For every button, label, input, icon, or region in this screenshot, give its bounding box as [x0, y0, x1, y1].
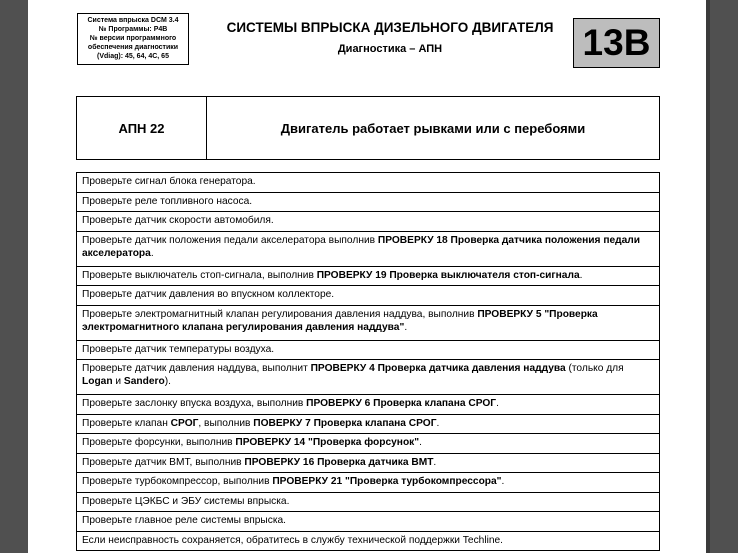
check-row: Проверьте реле топливного насоса.: [77, 193, 659, 213]
check-row: Проверьте электромагнитный клапан регулирования давления наддува, выполнив ПРОВЕРКУ 5 "Проверка электромагнитного клапана регулирования давления наддува".: [77, 306, 659, 341]
info-line: Система впрыска DCM 3.4: [87, 17, 179, 24]
check-row: Если неисправность сохраняется, обратитесь в службу технической поддержки Techline.: [77, 532, 659, 552]
info-line: № Программы: P4B: [98, 26, 168, 33]
check-row: Проверьте клапан СРОГ, выполнив ПОВЕРКУ 7 Проверка клапана СРОГ.: [77, 415, 659, 435]
fault-header: [76, 96, 660, 160]
check-row: Проверьте главное реле системы впрыска.: [77, 512, 659, 532]
check-row: Проверьте датчик скорости автомобиля.: [77, 212, 659, 232]
check-row: Проверьте датчик давления во впускном коллекторе.: [77, 286, 659, 306]
system-info-box: [77, 13, 189, 65]
check-row: Проверьте заслонку впуска воздуха, выполнив ПРОВЕРКУ 6 Проверка клапана СРОГ.: [77, 395, 659, 415]
page-shadow: [706, 0, 710, 553]
check-row: Проверьте датчик положения педали акселератора выполнив ПРОВЕРКУ 18 Проверка датчика положения педали акселератора.: [77, 232, 659, 267]
check-list: [76, 172, 660, 551]
fault-code: АПН 22: [77, 97, 207, 159]
document-title: СИСТЕМЫ ВПРЫСКА ДИЗЕЛЬНОГО ДВИГАТЕЛЯ: [226, 20, 554, 35]
info-line: (Vdiag): 45, 64, 4C, 65: [97, 53, 169, 60]
check-row: Проверьте турбокомпрессор, выполнив ПРОВЕРКУ 21 "Проверка турбокомпрессора".: [77, 473, 659, 493]
info-line: № версии программного: [89, 35, 177, 42]
fault-description: Двигатель работает рывками или с перебоями: [280, 120, 586, 136]
info-line: обеспечения диагностики: [87, 44, 179, 51]
check-row: Проверьте сигнал блока генератора.: [77, 173, 659, 193]
check-row: Проверьте датчик давления наддува, выполнит ПРОВЕРКУ 4 Проверка датчика давления наддува (только для Logan и Sandero).: [77, 360, 659, 395]
check-row: Проверьте датчик ВМТ, выполнив ПРОВЕРКУ 16 Проверка датчика ВМТ.: [77, 454, 659, 474]
check-row: Проверьте выключатель стоп-сигнала, выполнив ПРОВЕРКУ 19 Проверка выключателя стоп-сигнала.: [77, 267, 659, 287]
check-row: Проверьте датчик температуры воздуха.: [77, 341, 659, 361]
document-page: [28, 0, 706, 553]
check-row: Проверьте ЦЭКБС и ЭБУ системы впрыска.: [77, 493, 659, 513]
section-number-badge: 13B: [573, 18, 660, 68]
document-subtitle: Диагностика – АПН: [337, 43, 443, 55]
check-row: Проверьте форсунки, выполнив ПРОВЕРКУ 14 "Проверка форсунок".: [77, 434, 659, 454]
